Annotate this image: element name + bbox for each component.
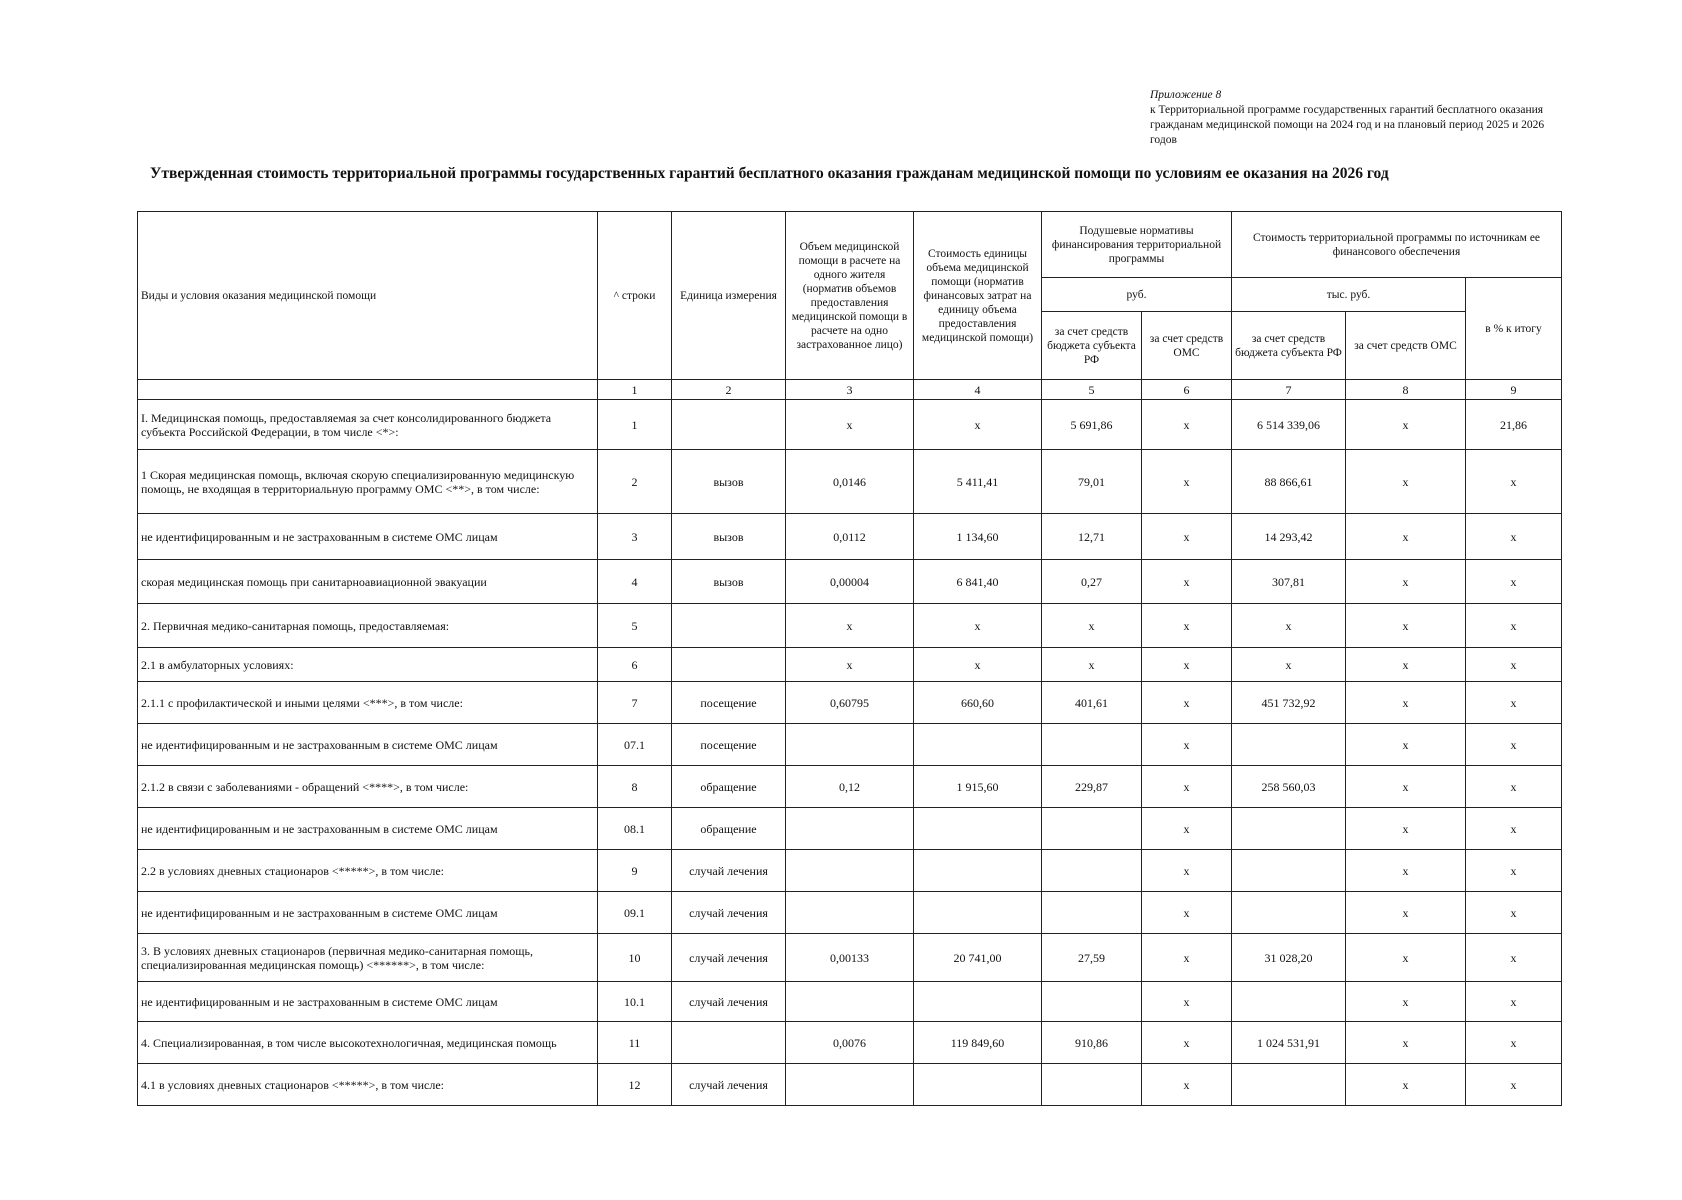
- row-number: 07.1: [598, 724, 672, 766]
- row-program-oms: x: [1346, 766, 1466, 808]
- table-row: [138, 850, 1562, 892]
- row-percent: x: [1466, 766, 1562, 808]
- header-thous-rub: тыс. руб.: [1232, 278, 1466, 312]
- header-cost-unit: Стоимость единицы объема медицинской помощи (норматив финансовых затрат на единицу объема предоставления медицинской помощи): [914, 212, 1042, 380]
- column-number: 3: [786, 380, 914, 400]
- row-unit: случай лечения: [672, 1064, 786, 1106]
- row-program-budget: 258 560,03: [1232, 766, 1346, 808]
- row-volume: 0,0146: [786, 450, 914, 514]
- header-volume: Объем медицинской помощи в расчете на одного жителя (норматив объемов предоставления медицинской помощи в расчете на одно застрахованное лицо): [786, 212, 914, 380]
- row-unit: обращение: [672, 808, 786, 850]
- table-row: [138, 1022, 1562, 1064]
- table-row: [138, 982, 1562, 1022]
- row-volume: 0,0076: [786, 1022, 914, 1064]
- row-per-capita-oms: x: [1142, 450, 1232, 514]
- row-percent: x: [1466, 1022, 1562, 1064]
- row-program-budget: [1232, 982, 1346, 1022]
- row-program-budget: 88 866,61: [1232, 450, 1346, 514]
- header-row-no: ^ строки: [598, 212, 672, 380]
- row-unit-cost: 5 411,41: [914, 450, 1042, 514]
- table-row: [138, 450, 1562, 514]
- row-percent: 21,86: [1466, 400, 1562, 450]
- row-per-capita-oms: x: [1142, 1022, 1232, 1064]
- row-per-capita-budget: [1042, 892, 1142, 934]
- header-oms: за счет средств ОМС: [1142, 312, 1232, 380]
- row-unit-cost: x: [914, 604, 1042, 648]
- row-program-oms: x: [1346, 724, 1466, 766]
- row-unit: вызов: [672, 514, 786, 560]
- row-name: не идентифицированным и не застрахованным в системе ОМС лицам: [138, 892, 598, 934]
- column-number: [138, 380, 598, 400]
- table-row: [138, 400, 1562, 450]
- table-row: [138, 604, 1562, 648]
- row-unit: случай лечения: [672, 850, 786, 892]
- row-volume: 0,00004: [786, 560, 914, 604]
- row-per-capita-oms: x: [1142, 934, 1232, 982]
- row-unit: [672, 648, 786, 682]
- header-program-cost: Стоимость территориальной программы по источникам ее финансового обеспечения: [1232, 212, 1562, 278]
- row-number: 6: [598, 648, 672, 682]
- row-volume: 0,0112: [786, 514, 914, 560]
- row-program-budget: [1232, 1064, 1346, 1106]
- column-number: 6: [1142, 380, 1232, 400]
- row-percent: x: [1466, 604, 1562, 648]
- row-per-capita-oms: x: [1142, 648, 1232, 682]
- row-unit: случай лечения: [672, 892, 786, 934]
- row-number: 2: [598, 450, 672, 514]
- row-program-oms: x: [1346, 808, 1466, 850]
- row-per-capita-budget: 229,87: [1042, 766, 1142, 808]
- row-program-budget: 6 514 339,06: [1232, 400, 1346, 450]
- row-unit: посещение: [672, 682, 786, 724]
- header-unit: Единица измерения: [672, 212, 786, 380]
- table-row: [138, 766, 1562, 808]
- row-program-oms: x: [1346, 514, 1466, 560]
- table-row: [138, 1064, 1562, 1106]
- row-name: скорая медицинская помощь при санитарноавиационной эвакуации: [138, 560, 598, 604]
- header-budget2: за счет средств бюджета субъекта РФ: [1232, 312, 1346, 380]
- row-per-capita-oms: x: [1142, 604, 1232, 648]
- row-per-capita-oms: x: [1142, 808, 1232, 850]
- row-unit: [672, 1022, 786, 1064]
- column-number: 9: [1466, 380, 1562, 400]
- row-volume: x: [786, 400, 914, 450]
- row-unit-cost: 1 915,60: [914, 766, 1042, 808]
- table-row: [138, 560, 1562, 604]
- row-number: 11: [598, 1022, 672, 1064]
- header-budget: за счет средств бюджета субъекта РФ: [1042, 312, 1142, 380]
- row-per-capita-budget: [1042, 982, 1142, 1022]
- row-name: 3. В условиях дневных стационаров (первичная медико-санитарная помощь, специализированная медицинская помощь) <******>, в том числе:: [138, 934, 598, 982]
- row-per-capita-oms: x: [1142, 850, 1232, 892]
- header-types: Виды и условия оказания медицинской помощи: [138, 212, 598, 380]
- row-volume: [786, 850, 914, 892]
- document-title: Утвержденная стоимость территориальной программы государственных гарантий бесплатного оказания гражданам медицинской помощи по условиям ее оказания на 2026 год: [150, 165, 1389, 182]
- column-number: 7: [1232, 380, 1346, 400]
- row-unit-cost: [914, 982, 1042, 1022]
- row-name: не идентифицированным и не застрахованным в системе ОМС лицам: [138, 982, 598, 1022]
- row-per-capita-oms: x: [1142, 1064, 1232, 1106]
- row-per-capita-budget: [1042, 850, 1142, 892]
- row-volume: [786, 892, 914, 934]
- table-row: [138, 648, 1562, 682]
- row-number: 10: [598, 934, 672, 982]
- row-name: 2.1 в амбулаторных условиях:: [138, 648, 598, 682]
- row-per-capita-oms: x: [1142, 514, 1232, 560]
- row-per-capita-budget: 27,59: [1042, 934, 1142, 982]
- row-unit-cost: [914, 1064, 1042, 1106]
- row-unit-cost: [914, 724, 1042, 766]
- cost-table: [137, 211, 1562, 1106]
- row-per-capita-budget: 79,01: [1042, 450, 1142, 514]
- row-number: 8: [598, 766, 672, 808]
- row-program-budget: 307,81: [1232, 560, 1346, 604]
- row-unit: [672, 400, 786, 450]
- row-per-capita-budget: 910,86: [1042, 1022, 1142, 1064]
- row-program-oms: x: [1346, 400, 1466, 450]
- row-per-capita-budget: x: [1042, 648, 1142, 682]
- row-name: 2.2 в условиях дневных стационаров <*****>, в том числе:: [138, 850, 598, 892]
- row-per-capita-budget: [1042, 724, 1142, 766]
- row-name: не идентифицированным и не застрахованным в системе ОМС лицам: [138, 514, 598, 560]
- row-program-budget: 451 732,92: [1232, 682, 1346, 724]
- row-percent: x: [1466, 934, 1562, 982]
- row-unit-cost: 1 134,60: [914, 514, 1042, 560]
- row-number: 08.1: [598, 808, 672, 850]
- row-program-oms: x: [1346, 1022, 1466, 1064]
- column-number: 2: [672, 380, 786, 400]
- row-number: 12: [598, 1064, 672, 1106]
- row-number: 3: [598, 514, 672, 560]
- row-percent: x: [1466, 982, 1562, 1022]
- row-volume: x: [786, 604, 914, 648]
- row-per-capita-budget: [1042, 1064, 1142, 1106]
- row-per-capita-budget: 401,61: [1042, 682, 1142, 724]
- header-oms2: за счет средств ОМС: [1346, 312, 1466, 380]
- row-number: 9: [598, 850, 672, 892]
- column-number: 4: [914, 380, 1042, 400]
- row-percent: x: [1466, 560, 1562, 604]
- row-program-oms: x: [1346, 560, 1466, 604]
- row-volume: 0,60795: [786, 682, 914, 724]
- table-body: [138, 400, 1562, 1106]
- row-number: 5: [598, 604, 672, 648]
- row-number: 1: [598, 400, 672, 450]
- header-percent: в % к итогу: [1466, 278, 1562, 380]
- row-name: 4.1 в условиях дневных стационаров <*****>, в том числе:: [138, 1064, 598, 1106]
- row-program-budget: [1232, 808, 1346, 850]
- row-name: не идентифицированным и не застрахованным в системе ОМС лицам: [138, 724, 598, 766]
- row-name: не идентифицированным и не застрахованным в системе ОМС лицам: [138, 808, 598, 850]
- row-percent: x: [1466, 682, 1562, 724]
- row-volume: 0,00133: [786, 934, 914, 982]
- row-unit-cost: 20 741,00: [914, 934, 1042, 982]
- row-per-capita-budget: [1042, 808, 1142, 850]
- column-numbers-row: [138, 380, 1562, 400]
- row-unit: [672, 604, 786, 648]
- row-number: 10.1: [598, 982, 672, 1022]
- row-program-oms: x: [1346, 982, 1466, 1022]
- row-unit: случай лечения: [672, 934, 786, 982]
- row-volume: [786, 724, 914, 766]
- row-program-oms: x: [1346, 850, 1466, 892]
- row-per-capita-oms: x: [1142, 766, 1232, 808]
- row-program-oms: x: [1346, 1064, 1466, 1106]
- row-unit-cost: 6 841,40: [914, 560, 1042, 604]
- row-per-capita-oms: x: [1142, 724, 1232, 766]
- row-unit-cost: x: [914, 648, 1042, 682]
- row-percent: x: [1466, 1064, 1562, 1106]
- row-unit-cost: x: [914, 400, 1042, 450]
- row-per-capita-oms: x: [1142, 682, 1232, 724]
- table-row: [138, 892, 1562, 934]
- row-program-oms: x: [1346, 604, 1466, 648]
- row-number: 09.1: [598, 892, 672, 934]
- table-row: [138, 724, 1562, 766]
- row-unit-cost: [914, 850, 1042, 892]
- row-per-capita-budget: 0,27: [1042, 560, 1142, 604]
- row-program-oms: x: [1346, 450, 1466, 514]
- header-per-capita: Подушевые нормативы финансирования территориальной программы: [1042, 212, 1232, 278]
- table-row: [138, 682, 1562, 724]
- row-volume: 0,12: [786, 766, 914, 808]
- row-program-oms: x: [1346, 648, 1466, 682]
- row-name: 2.1.1 с профилактической и иными целями <***>, в том числе:: [138, 682, 598, 724]
- table-row: [138, 934, 1562, 982]
- annex-title: Приложение 8: [1150, 89, 1222, 101]
- row-unit-cost: 119 849,60: [914, 1022, 1042, 1064]
- row-number: 7: [598, 682, 672, 724]
- table-row: [138, 808, 1562, 850]
- row-name: 4. Специализированная, в том числе высокотехнологичная, медицинская помощь: [138, 1022, 598, 1064]
- row-program-budget: [1232, 892, 1346, 934]
- row-unit: случай лечения: [672, 982, 786, 1022]
- row-unit: посещение: [672, 724, 786, 766]
- row-per-capita-budget: 5 691,86: [1042, 400, 1142, 450]
- row-unit-cost: 660,60: [914, 682, 1042, 724]
- row-unit: вызов: [672, 560, 786, 604]
- row-volume: [786, 1064, 914, 1106]
- row-volume: x: [786, 648, 914, 682]
- annex-block: [1150, 88, 1570, 148]
- annex-text: к Территориальной программе государственных гарантий бесплатного оказания гражданам медицинской помощи на 2024 год и на плановый период 2025 и 2026 годов: [1150, 104, 1545, 146]
- row-percent: x: [1466, 808, 1562, 850]
- row-percent: x: [1466, 514, 1562, 560]
- row-per-capita-budget: 12,71: [1042, 514, 1142, 560]
- row-program-budget: 1 024 531,91: [1232, 1022, 1346, 1064]
- row-name: 1 Скорая медицинская помощь, включая скорую специализированную медицинскую помощь, не входящая в территориальную программу ОМС <**>, в том числе:: [138, 450, 598, 514]
- row-name: 2.1.2 в связи с заболеваниями - обращений <****>, в том числе:: [138, 766, 598, 808]
- column-number: 1: [598, 380, 672, 400]
- row-per-capita-oms: x: [1142, 560, 1232, 604]
- row-volume: [786, 982, 914, 1022]
- row-program-budget: x: [1232, 604, 1346, 648]
- row-program-oms: x: [1346, 892, 1466, 934]
- row-unit-cost: [914, 808, 1042, 850]
- row-name: I. Медицинская помощь, предоставляемая за счет консолидированного бюджета субъекта Российской Федерации, в том числе <*>:: [138, 400, 598, 450]
- row-program-oms: x: [1346, 934, 1466, 982]
- row-percent: x: [1466, 892, 1562, 934]
- row-program-budget: 14 293,42: [1232, 514, 1346, 560]
- row-program-budget: 31 028,20: [1232, 934, 1346, 982]
- row-per-capita-budget: x: [1042, 604, 1142, 648]
- table-row: [138, 514, 1562, 560]
- column-number: 5: [1042, 380, 1142, 400]
- row-per-capita-oms: x: [1142, 892, 1232, 934]
- row-program-oms: x: [1346, 682, 1466, 724]
- row-percent: x: [1466, 724, 1562, 766]
- row-per-capita-oms: x: [1142, 982, 1232, 1022]
- row-program-budget: [1232, 724, 1346, 766]
- row-unit: обращение: [672, 766, 786, 808]
- row-program-budget: [1232, 850, 1346, 892]
- row-name: 2. Первичная медико-санитарная помощь, предоставляемая:: [138, 604, 598, 648]
- row-percent: x: [1466, 450, 1562, 514]
- row-volume: [786, 808, 914, 850]
- row-unit: вызов: [672, 450, 786, 514]
- row-percent: x: [1466, 648, 1562, 682]
- header-rub: руб.: [1042, 278, 1232, 312]
- row-per-capita-oms: x: [1142, 400, 1232, 450]
- row-percent: x: [1466, 850, 1562, 892]
- row-number: 4: [598, 560, 672, 604]
- row-unit-cost: [914, 892, 1042, 934]
- row-program-budget: x: [1232, 648, 1346, 682]
- column-number: 8: [1346, 380, 1466, 400]
